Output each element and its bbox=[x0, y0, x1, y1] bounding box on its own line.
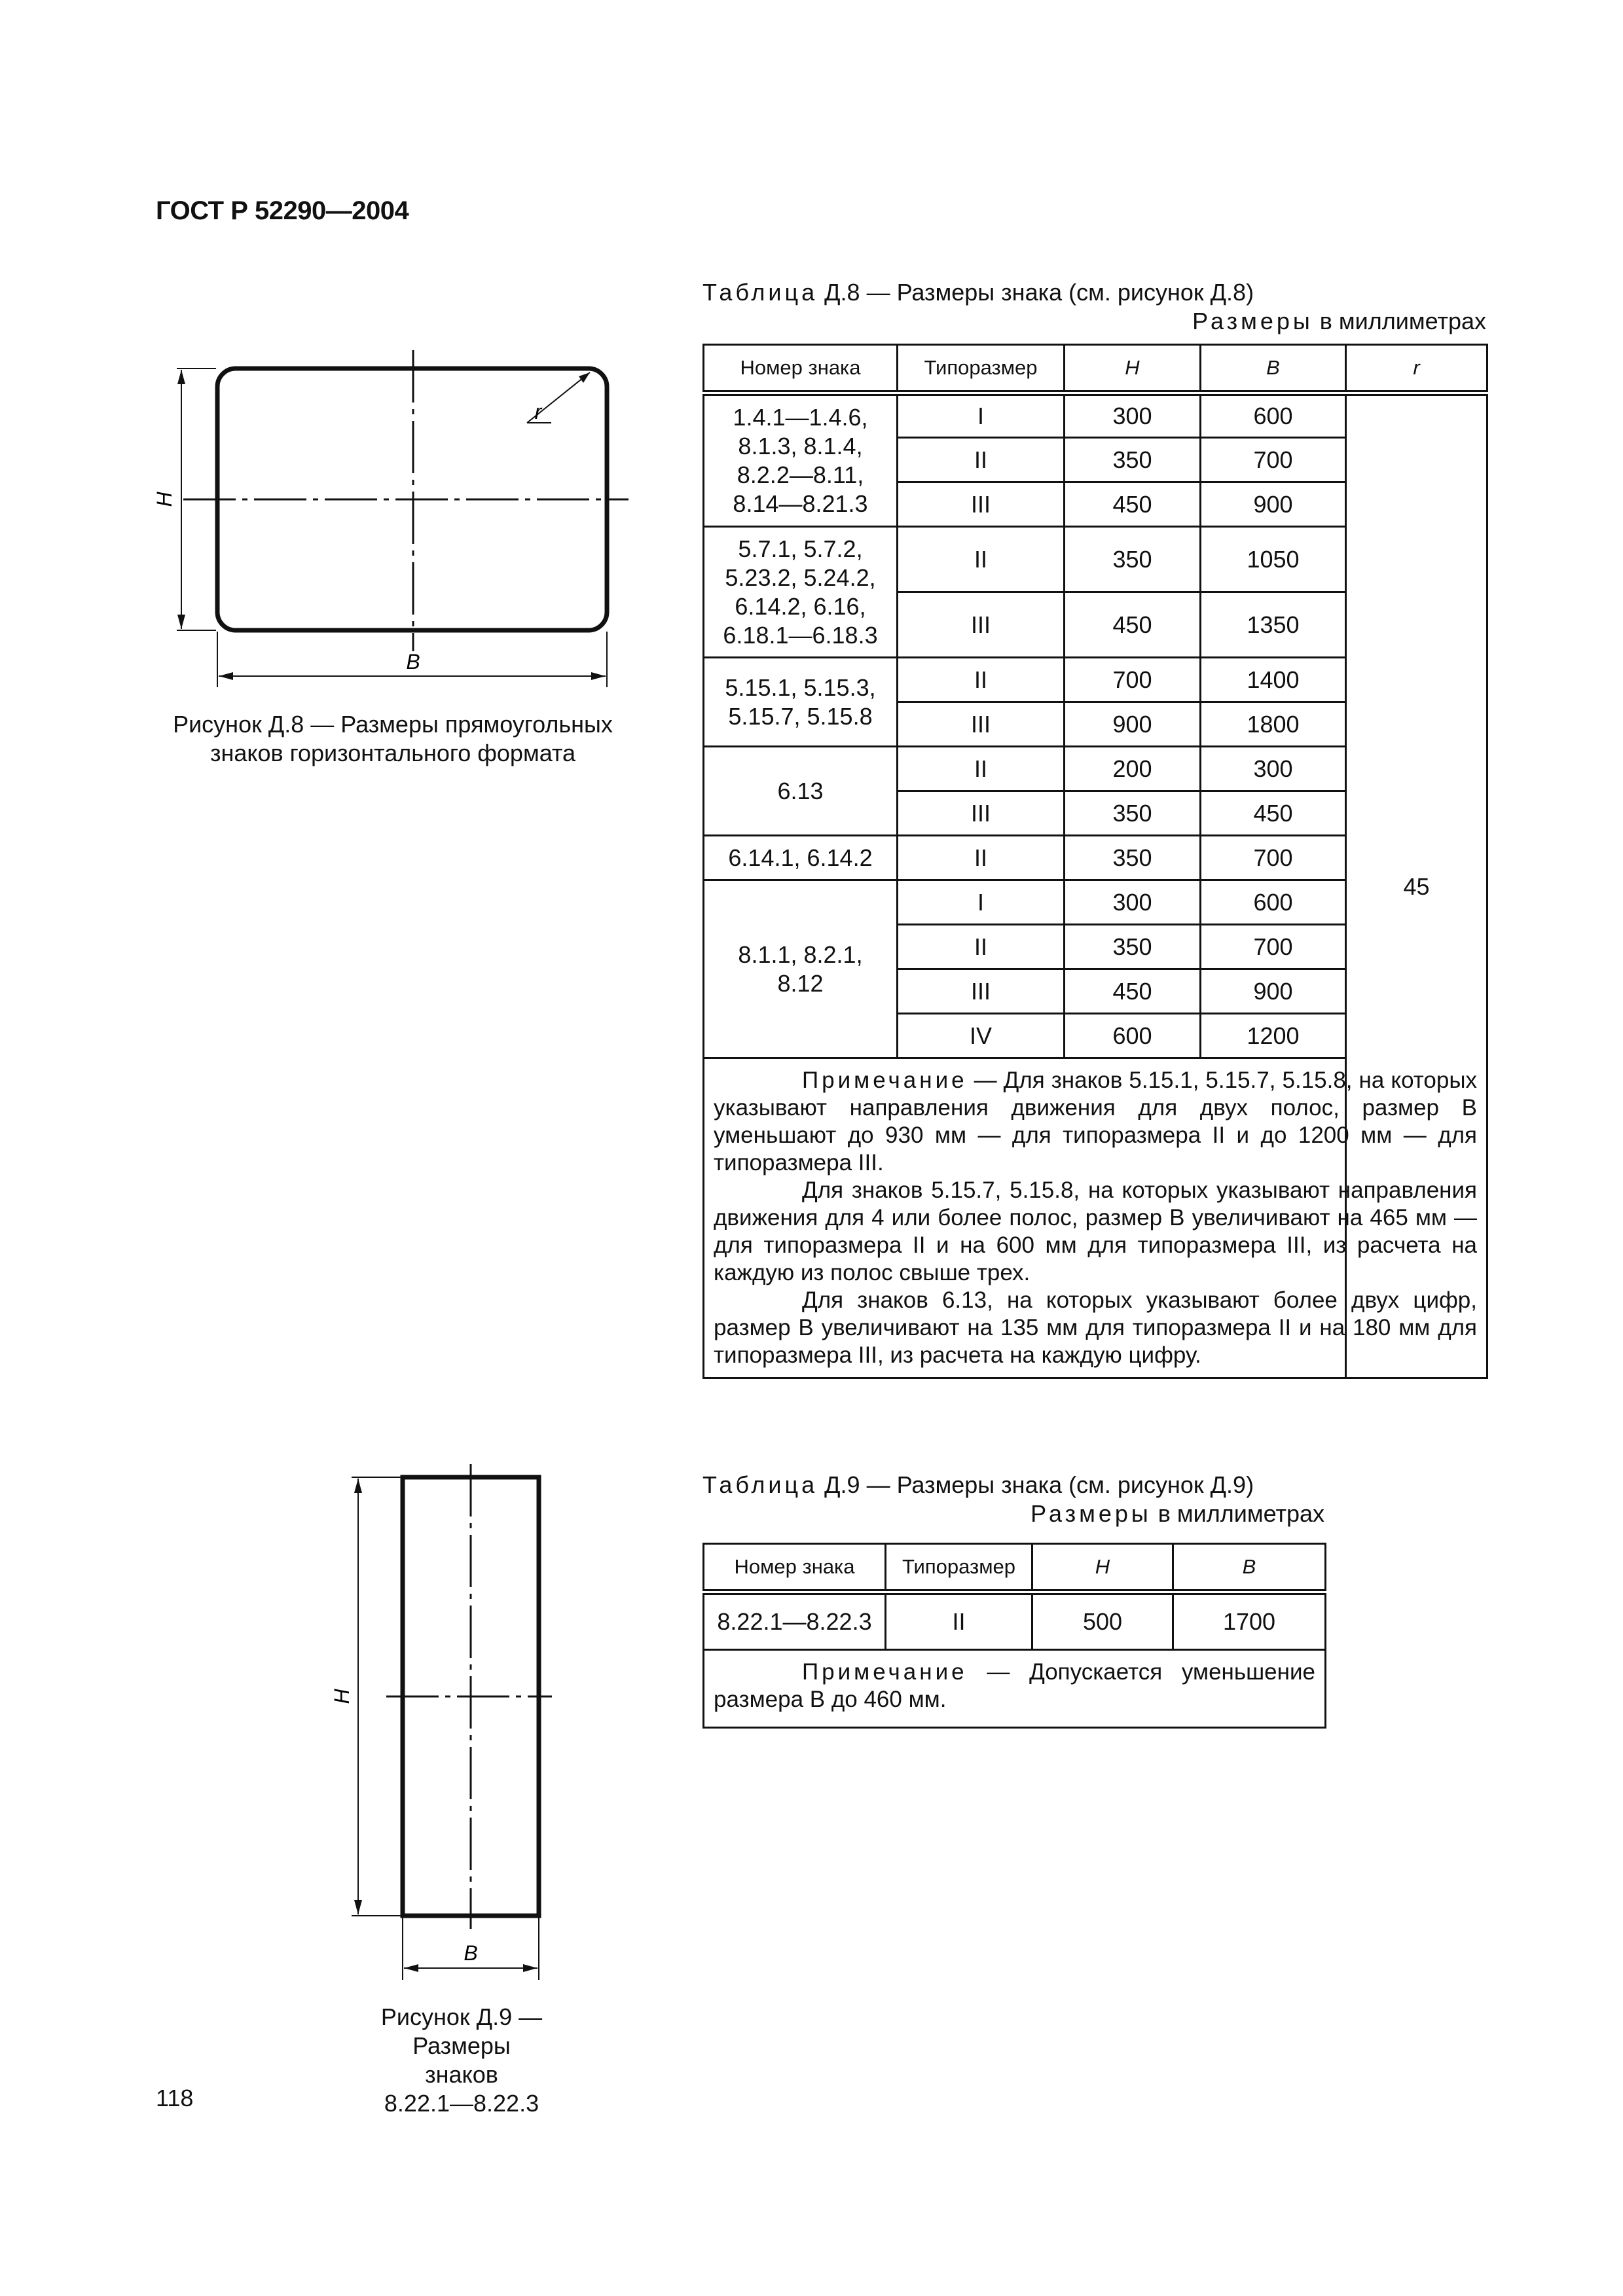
b-cell: 900 bbox=[1201, 969, 1346, 1014]
table-note-row bbox=[704, 1058, 1487, 1378]
figure-d9-caption bbox=[363, 2003, 560, 2118]
size-type-cell: II bbox=[898, 925, 1065, 969]
h-cell: 350 bbox=[1065, 438, 1201, 482]
table-d8-title bbox=[702, 278, 1254, 307]
size-type-cell: I bbox=[898, 393, 1065, 438]
table-d8 bbox=[702, 344, 1488, 1379]
b-cell: 900 bbox=[1201, 482, 1346, 527]
b-cell: 600 bbox=[1201, 393, 1346, 438]
sign-number-cell bbox=[704, 658, 898, 747]
h-cell: 350 bbox=[1065, 791, 1201, 836]
note-paragraph: — Допускается уменьшение размера B до 460 мм. bbox=[714, 1659, 1315, 1712]
caption-line: Рисунок Д.9 — bbox=[380, 2003, 543, 2030]
size-type-cell: I bbox=[898, 880, 1065, 925]
size-type-cell: II bbox=[898, 836, 1065, 880]
table-row bbox=[704, 1592, 1326, 1650]
b-cell: 1800 bbox=[1201, 702, 1346, 747]
r-label: r bbox=[534, 400, 542, 423]
sign-line: 8.1.1, 8.2.1, bbox=[738, 941, 863, 968]
size-type-cell: II bbox=[886, 1592, 1032, 1650]
sign-line: 1.4.1—1.4.6, bbox=[733, 404, 868, 431]
table-title-prefix: Таблица bbox=[702, 279, 818, 306]
h-cell: 500 bbox=[1032, 1592, 1173, 1650]
caption-line: Рисунок Д.8 — Размеры прямоугольных bbox=[173, 711, 613, 738]
sign-line: 8.12 bbox=[777, 969, 824, 997]
note-prefix: Примечание bbox=[802, 1067, 968, 1093]
b-cell: 450 bbox=[1201, 791, 1346, 836]
h-cell: 350 bbox=[1065, 527, 1201, 592]
header-r: r bbox=[1346, 345, 1487, 393]
sign-line: 8.1.3, 8.1.4, bbox=[738, 433, 863, 459]
header-size-type: Типоразмер bbox=[886, 1544, 1032, 1592]
h-cell: 450 bbox=[1065, 592, 1201, 658]
table-d9-units bbox=[1030, 1500, 1324, 1528]
size-type-cell: II bbox=[898, 658, 1065, 702]
header-sign-number: Номер знака bbox=[704, 345, 898, 393]
b-label: B bbox=[406, 650, 420, 673]
h-cell: 300 bbox=[1065, 880, 1201, 925]
size-type-cell: II bbox=[898, 747, 1065, 791]
header-h: H bbox=[1065, 345, 1201, 393]
size-type-cell: IV bbox=[898, 1014, 1065, 1058]
sign-line: 6.18.1—6.18.3 bbox=[723, 621, 878, 649]
h-cell: 450 bbox=[1065, 969, 1201, 1014]
table-d9 bbox=[702, 1543, 1326, 1729]
figure-d8-caption bbox=[141, 710, 645, 768]
h-cell: 300 bbox=[1065, 393, 1201, 438]
size-type-cell: III bbox=[898, 482, 1065, 527]
size-type-cell: II bbox=[898, 527, 1065, 592]
note-paragraph: Для знаков 5.15.7, 5.15.8, на которых указывают направления движения для 4 или более полос, размер B увеличивают на 465 мм — для типоразмера II и на 600 мм для типоразмера III, из расчета на каждую из полос свыше трех. bbox=[714, 1177, 1477, 1285]
sign-number-cell bbox=[704, 527, 898, 658]
h-label: H bbox=[153, 492, 176, 507]
table-header-row bbox=[704, 345, 1487, 393]
caption-line: знаков bbox=[425, 2061, 498, 2088]
sign-line: 8.14—8.21.3 bbox=[733, 490, 868, 517]
header-b: B bbox=[1201, 345, 1346, 393]
table-note-row bbox=[704, 1650, 1326, 1728]
b-label: B bbox=[464, 1941, 478, 1965]
b-cell: 700 bbox=[1201, 836, 1346, 880]
size-type-cell: III bbox=[898, 791, 1065, 836]
header-h: H bbox=[1032, 1544, 1173, 1592]
table-d9-title bbox=[702, 1471, 1254, 1499]
sign-line: 8.2.2—8.11, bbox=[737, 461, 864, 488]
size-type-cell: III bbox=[898, 592, 1065, 658]
table-note bbox=[704, 1650, 1326, 1728]
header-size-type: Типоразмер bbox=[898, 345, 1065, 393]
b-cell: 700 bbox=[1201, 438, 1346, 482]
sign-line: 6.14.2, 6.16, bbox=[735, 592, 866, 620]
sign-number-cell bbox=[704, 880, 898, 1058]
h-cell: 700 bbox=[1065, 658, 1201, 702]
caption-line: знаков горизонтального формата bbox=[210, 740, 576, 766]
h-cell: 350 bbox=[1065, 925, 1201, 969]
b-cell: 1200 bbox=[1201, 1014, 1346, 1058]
figure-d8-drawing bbox=[153, 344, 642, 691]
note-paragraph: Для знаков 6.13, на которых указывают более двух цифр, размер B увеличивают на 135 мм для типоразмера II и на 180 мм для типоразмера III, из расчета на каждую цифру. bbox=[714, 1287, 1477, 1368]
sign-number-cell bbox=[704, 747, 898, 836]
h-cell: 600 bbox=[1065, 1014, 1201, 1058]
sign-number-cell: 8.22.1—8.22.3 bbox=[704, 1592, 886, 1650]
b-cell: 1350 bbox=[1201, 592, 1346, 658]
page-number: 118 bbox=[156, 2085, 194, 2111]
note-paragraph: — Для знаков 5.15.1, 5.15.7, 5.15.8, на которых указывают направления движения для двух полос, размер B уменьшают до 930 мм — для типоразмера II и до 1200 мм — для типоразмера III. bbox=[714, 1067, 1477, 1175]
b-cell: 1700 bbox=[1173, 1592, 1326, 1650]
figure-d9-drawing bbox=[331, 1463, 553, 1986]
size-type-cell: III bbox=[898, 969, 1065, 1014]
b-cell: 300 bbox=[1201, 747, 1346, 791]
caption-line: Размеры bbox=[412, 2032, 511, 2059]
sign-number-cell bbox=[704, 836, 898, 880]
b-cell: 1400 bbox=[1201, 658, 1346, 702]
header-b: B bbox=[1173, 1544, 1326, 1592]
size-type-cell: II bbox=[898, 438, 1065, 482]
h-cell: 450 bbox=[1065, 482, 1201, 527]
h-cell: 200 bbox=[1065, 747, 1201, 791]
h-label: H bbox=[330, 1689, 354, 1704]
sign-line: 5.23.2, 5.24.2, bbox=[725, 564, 876, 591]
caption-line: 8.22.1—8.22.3 bbox=[384, 2090, 539, 2117]
r-value-cell: 45 bbox=[1346, 393, 1487, 1378]
table-title-text: Д.8 — Размеры знака (см. рисунок Д.8) bbox=[818, 279, 1254, 306]
units-prefix: Размеры bbox=[1030, 1500, 1152, 1527]
note-prefix: Примечание bbox=[802, 1659, 968, 1685]
h-cell: 900 bbox=[1065, 702, 1201, 747]
table-row bbox=[704, 393, 1487, 438]
size-type-cell: III bbox=[898, 702, 1065, 747]
document-header: ГОСТ Р 52290—2004 bbox=[156, 196, 409, 225]
table-d8-units bbox=[1192, 308, 1486, 335]
units-text: в миллиметрах bbox=[1151, 1500, 1324, 1527]
units-text: в миллиметрах bbox=[1313, 308, 1486, 334]
b-cell: 700 bbox=[1201, 925, 1346, 969]
sign-line: 5.7.1, 5.7.2, bbox=[738, 535, 863, 562]
header-sign-number: Номер знака bbox=[704, 1544, 886, 1592]
sign-line: 5.15.7, 5.15.8 bbox=[728, 702, 873, 730]
table-note bbox=[704, 1058, 1487, 1378]
b-cell: 600 bbox=[1201, 880, 1346, 925]
sign-number-cell bbox=[704, 393, 898, 527]
units-prefix: Размеры bbox=[1192, 308, 1313, 334]
sign-line: 6.14.1, 6.14.2 bbox=[728, 844, 873, 871]
sign-line: 5.15.1, 5.15.3, bbox=[725, 673, 876, 701]
table-title-text: Д.9 — Размеры знака (см. рисунок Д.9) bbox=[818, 1471, 1254, 1498]
h-cell: 350 bbox=[1065, 836, 1201, 880]
b-cell: 1050 bbox=[1201, 527, 1346, 592]
sign-line: 6.13 bbox=[777, 777, 824, 804]
table-title-prefix: Таблица bbox=[702, 1471, 818, 1498]
table-header-row bbox=[704, 1544, 1326, 1592]
